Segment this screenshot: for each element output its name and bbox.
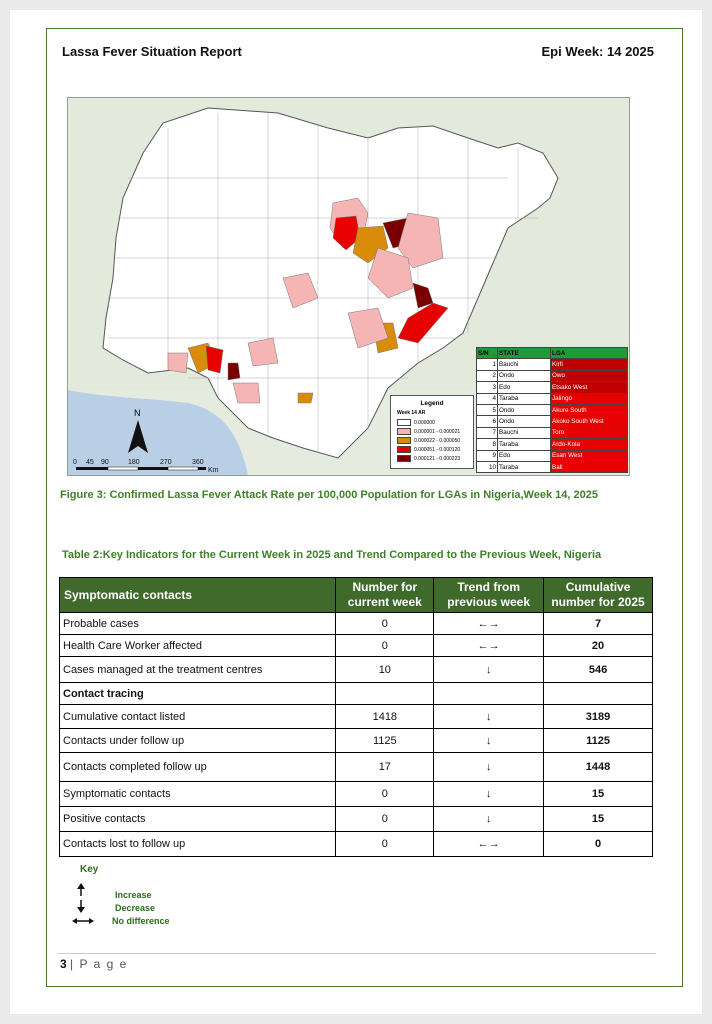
key-arrows [72,883,94,927]
legend-item: 0.000000 [397,418,473,427]
col-header-indicator: Symptomatic contacts [60,578,336,613]
table-header-row [60,578,653,613]
legend-subtitle: Week 14 AR [397,410,426,416]
lga-row: 9 Edo Esan West [477,450,628,461]
scale-label-270: 270 [160,459,172,466]
col-header-trend: Trend from previous week [434,578,544,613]
page-footer [60,957,128,971]
table-row: Health Care Worker affected 0 ←→ 20 [60,635,653,657]
section-row [60,683,653,705]
map-legend [390,395,474,469]
key-increase: Increase [115,890,152,900]
scale-label-180: 180 [128,459,140,466]
lga-row: 6 Ondo Akoko South West [477,416,628,427]
scale-label-45: 45 [86,459,94,466]
lga-row: 4 Taraba Jalingo [477,393,628,404]
table-row: Cases managed at the treatment centres 10 ↓ 546 [60,657,653,683]
left-right-arrow-icon [72,918,94,924]
legend-item: 0.000022 - 0.000050 [397,436,473,445]
lga-row: 5 Ondo Akure South [477,404,628,415]
scale-label-90: 90 [101,459,109,466]
footer-divider [58,953,656,954]
col-header-cumulative: Cumulative number for 2025 [544,578,653,613]
col-header-current: Number for current week [336,578,434,613]
scale-bar [76,467,206,470]
scale-unit: Km [208,467,219,474]
lga-table: S/N STATE LGA 1 Bauchi Kirfi 2 Ondo Owo 3 Edo Etsako West 4 Taraba Jalingo 5 Ondo Akure South 6 Ondo Akoko South West 7 Bauchi Toro 8 Taraba Ardo-Kola 9 Edo Esan West 10 Taraba Bali [476,347,628,473]
up-arrow-icon [77,883,85,896]
legend-item: 0.000001 - 0.000021 [397,427,473,436]
table-row: Symptomatic contacts 0 ↓ 15 [60,782,653,807]
ocean-shape [68,390,248,475]
page-word: | P a g e [70,957,128,971]
north-label: N [134,408,141,418]
table-row: Cumulative contact listed 1418 ↓ 3189 [60,705,653,729]
key-legend [112,889,170,928]
key-title: Key [80,864,99,875]
lga-row: 10 Taraba Bali [477,461,628,472]
nigeria-map [67,97,630,476]
epi-week-label: Epi Week: 14 2025 [541,44,654,59]
scale-label-360: 360 [192,459,204,466]
table-caption: Table 2:Key Indicators for the Current Week in 2025 and Trend Compared to the Previous Week, Nigeria [62,549,602,561]
key-no-difference: No difference [112,916,170,926]
legend-item: 0.000051 - 0.000120 [397,445,473,454]
legend-item: 0.000121 - 0.000223 [397,454,473,463]
page-number: 3 [60,957,67,971]
scale-label-0: 0 [73,459,77,466]
key-decrease: Decrease [115,903,156,913]
lga-row: 2 Ondo Owo [477,370,628,381]
key-indicators-table [59,577,653,857]
table-row: Contacts completed follow up 17 ↓ 1448 [60,753,653,782]
table-row: Probable cases 0 ←→ 7 [60,613,653,635]
down-arrow-icon [77,900,85,913]
lga-row: 8 Taraba Ardo-Kola [477,439,628,450]
contact-tracing-heading: Contact tracing [60,683,336,705]
lga-row: 1 Bauchi Kirfi [477,359,628,370]
table-row: Contacts under follow up 1125 ↓ 1125 [60,729,653,753]
legend-title: Legend [420,400,444,407]
lga-row: 7 Bauchi Toro [477,427,628,438]
table-row: Contacts lost to follow up 0 ←→ 0 [60,832,653,857]
table-row: Positive contacts 0 ↓ 15 [60,807,653,832]
lga-row: 3 Edo Etsako West [477,382,628,393]
report-title: Lassa Fever Situation Report [62,44,242,59]
figure-caption: Figure 3: Confirmed Lassa Fever Attack Rate per 100,000 Population for LGAs in Nigeria,Week 14, 2025 [60,489,598,501]
